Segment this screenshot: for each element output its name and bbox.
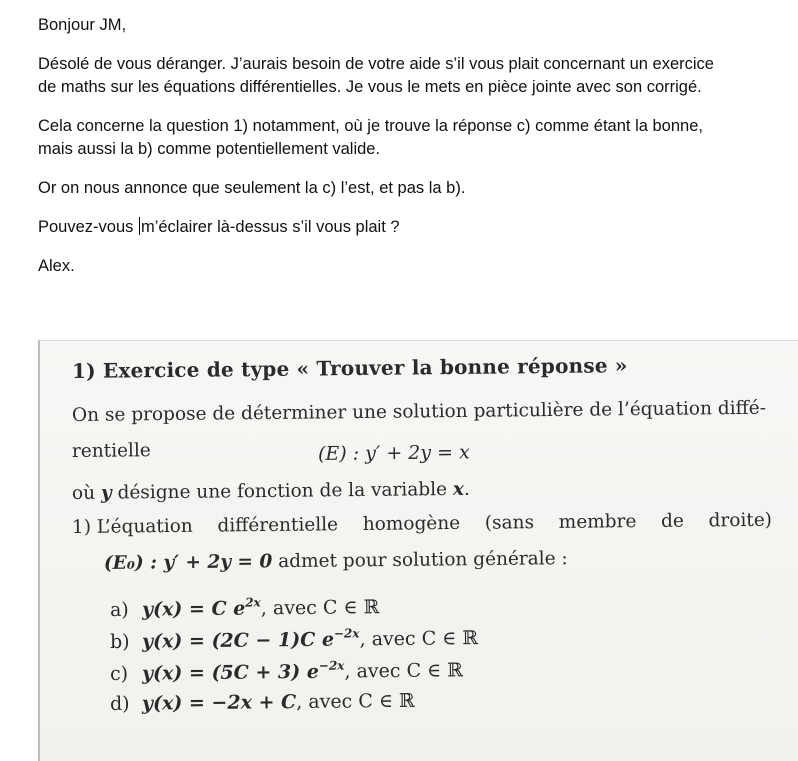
option-tail: , avec C ∈ ℝ — [359, 627, 479, 651]
q1-word: membre — [558, 511, 637, 533]
exercise-intro-line2: rentielle — [71, 440, 151, 462]
option-b — [110, 625, 478, 653]
option-label: a) — [109, 598, 129, 621]
option-math: y(x) = C e — [141, 597, 246, 621]
option-tail: , avec C ∈ ℝ — [260, 596, 380, 620]
option-exponent: −2x — [318, 658, 345, 673]
option-math: y(x) = (2C − 1)C e — [141, 628, 335, 653]
text-cursor — [139, 217, 140, 235]
q1-word: différentielle — [217, 514, 339, 537]
option-label: d) — [109, 692, 130, 715]
intro-line3-pre: où — [71, 482, 102, 504]
exercise-intro-line3 — [72, 479, 470, 504]
equation-e0: (E₀) : y′ + 2y = 0 — [103, 551, 273, 574]
q1-word: 1) L’équation — [71, 515, 193, 538]
paragraph-request-line2: de maths sur les équations différentielles. Je vous le mets en pièce jointe avec son corrigé. — [38, 78, 702, 96]
intro-line3-var-x: x — [452, 478, 465, 501]
option-tail: , avec C ∈ ℝ — [344, 659, 464, 683]
intro-line3-mid: désigne une fonction de la variable — [111, 479, 454, 504]
q1-word: droite) — [708, 509, 773, 532]
paragraph-question-line1: Cela concerne la question 1) notamment, où je trouve la réponse c) comme étant la bonne, — [38, 117, 703, 135]
paragraph-question — [38, 115, 783, 161]
exercise-title: 1) Exercice de type « Trouver la bonne réponse » — [71, 353, 628, 383]
q1-line2-text: admet pour solution générale : — [272, 548, 568, 573]
paragraph-question-line2: mais aussi la b) comme potentiellement valide. — [38, 140, 381, 158]
intro-line3-var-y: y — [100, 482, 112, 504]
option-a — [110, 594, 380, 621]
signature: Alex. — [38, 257, 75, 275]
equation-e: (E) : y′ + 2y = x — [317, 441, 470, 465]
paragraph-ask[interactable] — [38, 216, 783, 239]
option-tail: , avec C ∈ ℝ — [296, 689, 415, 714]
q1-word: de — [660, 510, 684, 532]
option-math: y(x) = −2x + C — [141, 691, 297, 715]
q1-word: homogène — [362, 512, 461, 535]
paragraph-ask-start: Pouvez-vous — [38, 218, 138, 236]
option-label: c) — [109, 662, 129, 685]
question-1-line1 — [72, 510, 772, 538]
paragraph-request-line1: Désolé de vous déranger. J’aurais besoin de votre aide s’il vous plait concernant un exercice — [38, 55, 714, 73]
option-exponent: −2x — [333, 626, 360, 641]
intro-line3-end: . — [463, 478, 470, 500]
paragraph-ask-end: m’éclairer là-dessus s’il vous plait ? — [140, 218, 400, 236]
exercise-intro-line1: On se propose de déterminer une solution particulière de l’équation diffé- — [71, 397, 767, 426]
greeting: Bonjour JM, — [38, 16, 127, 34]
option-d — [110, 690, 415, 715]
question-1-line2 — [104, 548, 568, 574]
option-math: y(x) = (5C + 3) e — [141, 660, 320, 685]
paragraph-note: Or on nous annonce que seulement la c) l’est, et pas la b). — [38, 179, 466, 197]
option-exponent: 2x — [245, 595, 261, 610]
paragraph-request — [38, 53, 783, 99]
email-body — [38, 14, 783, 294]
option-label: b) — [109, 630, 130, 653]
exercise-scan-image — [38, 340, 798, 761]
q1-word: (sans — [484, 512, 535, 534]
option-c — [110, 657, 463, 685]
